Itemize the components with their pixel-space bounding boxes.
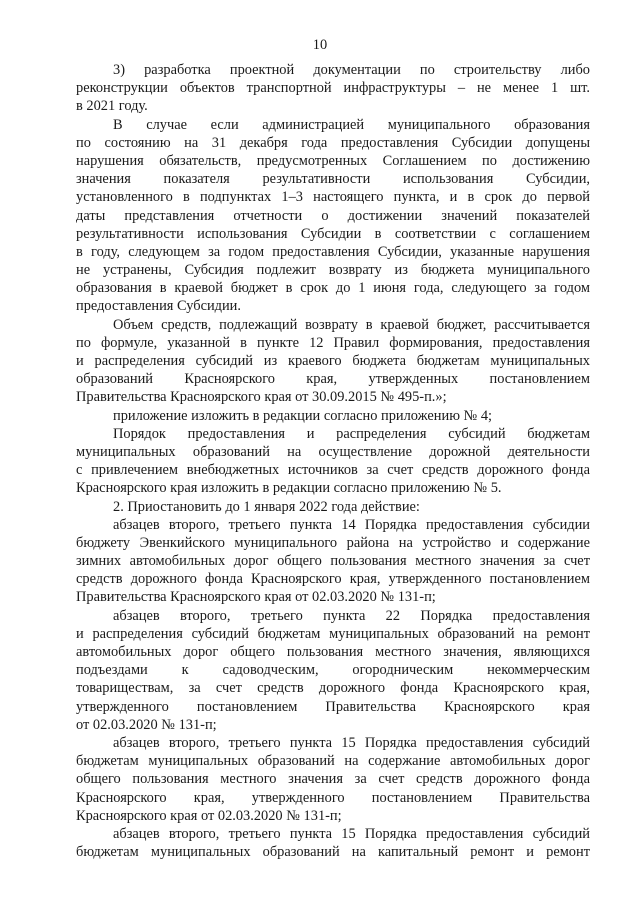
text-line: утвержденного постановлением Правительства Красноярского края <box>76 698 590 715</box>
text-line: Красноярского края изложить в редакции согласно приложению № 5. <box>76 480 502 497</box>
text-line: с привлечением внебюджетных источников за счет средств дорожного фонда <box>76 462 590 479</box>
text-line: бюджетам муниципальных образований на содержание автомобильных дорог <box>76 753 590 770</box>
text-line: реконструкции объектов транспортной инфраструктуры – не менее 1 шт. <box>76 80 590 97</box>
text-line: значения показателя результативности использования Субсидии, <box>76 171 590 188</box>
text-line: установленного в подпунктах 1–3 настоящего пункта, и в срок до первой <box>76 189 590 206</box>
text-line: абзацев второго, третьего пункта 14 Порядка предоставления субсидии <box>113 516 590 533</box>
text-line: подъездами к садоводческим, огородническим некоммерческим <box>76 662 590 679</box>
text-line: в году, следующем за годом предоставления Субсидии, указанные нарушения <box>76 243 590 260</box>
text-line: по состоянию на 31 декабря года предоставления Субсидии допущены <box>76 134 590 151</box>
text-line: Объем средств, подлежащий возврату в краевой бюджет, рассчитывается <box>113 316 590 333</box>
text-line: Красноярского края, утвержденного постановлением Правительства <box>76 789 590 806</box>
text-line: результативности использования Субсидии в соответствии с соглашением <box>76 225 590 242</box>
text-line: Красноярского края от 02.03.2020 № 131-п; <box>76 807 342 824</box>
text-line: автомобильных дорог общего пользования местного значения, являющихся <box>76 644 590 660</box>
text-line: 3) разработка проектной документации по строительству либо <box>113 62 590 78</box>
text-line: нарушения обязательств, предусмотренных Соглашением по достижению <box>76 152 590 169</box>
text-line: Правительства Красноярского края от 02.03.2020 № 131-п; <box>76 589 436 606</box>
text-line: Порядок предоставления и распределения субсидий бюджетам <box>113 425 590 442</box>
text-line: даты представления отчетности о достижении значений показателей <box>76 207 590 224</box>
document-body <box>76 61 590 861</box>
text-line: от 02.03.2020 № 131-п; <box>76 716 217 733</box>
text-line: не устранены, Субсидия подлежит возврату из бюджета муниципального <box>76 262 590 279</box>
text-line: и распределения субсидий из краевого бюджета бюджетам муниципальных <box>76 353 590 369</box>
text-line: образования в краевой бюджет в срок до 1 июня года, следующего за годом <box>76 280 590 297</box>
text-line: предоставления Субсидии. <box>76 298 241 315</box>
text-line: образований Красноярского края, утвержденных постановлением <box>76 371 590 388</box>
text-line: муниципальных образований на осуществление дорожной деятельности <box>76 443 590 460</box>
page-number: 10 <box>312 37 328 53</box>
text-line: абзацев второго, третьего пункта 22 Порядка предоставления <box>113 607 590 624</box>
text-line: абзацев второго, третьего пункта 15 Порядка предоставления субсидий <box>113 734 590 751</box>
text-line: в 2021 году. <box>76 98 148 115</box>
text-line: по формуле, указанной в пункте 12 Правил формирования, предоставления <box>76 334 590 351</box>
text-line: В случае если администрацией муниципального образования <box>113 116 590 133</box>
text-line: Правительства Красноярского края от 30.09.2015 № 495-п.»; <box>76 389 447 406</box>
text-line: 2. Приостановить до 1 января 2022 года действие: <box>113 498 420 515</box>
text-line: общего пользования местного значения за счет средств дорожного фонда <box>76 771 590 788</box>
text-line: товариществам, за счет средств дорожного фонда Красноярского края, <box>76 680 590 697</box>
text-line: и распределения субсидий бюджетам муниципальных образований на ремонт <box>76 625 590 642</box>
text-line: бюджету Эвенкийского муниципального района на устройство и содержание <box>76 534 590 551</box>
text-line: зимних автомобильных дорог общего пользования местного значения за счет <box>76 553 590 570</box>
text-line: средств дорожного фонда Красноярского края, утвержденного постановлением <box>76 571 590 588</box>
text-line: абзацев второго, третьего пункта 15 Порядка предоставления субсидий <box>113 825 590 842</box>
text-line: приложение изложить в редакции согласно приложению № 4; <box>113 407 493 424</box>
text-line: бюджетам муниципальных образований на капитальный ремонт и ремонт <box>76 844 590 861</box>
